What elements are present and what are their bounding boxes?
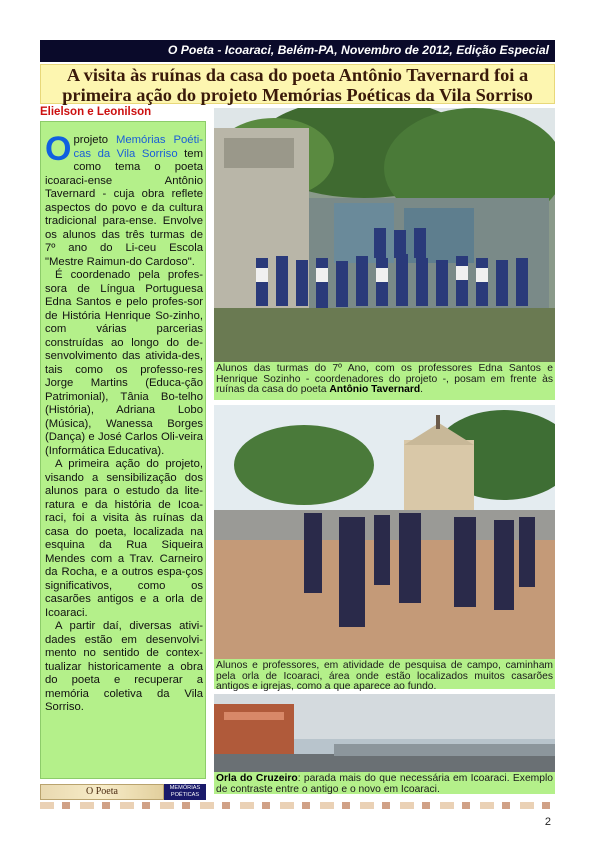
caption-text: . — [420, 384, 424, 395]
logo-text-line: MEMÓRIAS — [169, 785, 201, 791]
article-paragraph-3: A primeira ação do projeto, visando a sensibilização dos alunos para o estudo da lite-ratura e da história de Icoa-raci, foi a visita às ruínas da casa do poeta, localizada na esquina da Rua Siqueira Mendes com a Trav. Carneiro da Rocha, e a outros espa-ços significativos, como os casarões antigos e a orla de Icoaraci. — [45, 458, 203, 619]
authors-byline: Elielson e Leonilson — [40, 106, 152, 118]
caption-ruins — [214, 362, 555, 400]
photo-orla-cruzeiro — [214, 694, 555, 772]
article-column — [40, 121, 206, 779]
photo-ruins-illustration — [214, 108, 555, 362]
caption-bold-name: Antônio Tavernard — [329, 384, 421, 395]
edition-line: O Poeta - Icoaraci, Belém-PA, Novembro de 2012, Edição Especial — [167, 43, 549, 57]
caption-text: Alunos das turmas do 7º Ano, com os professores Edna Santos e Henrique Sozinho - coordenadores do projeto -, posam em frente às ruínas da casa do poeta — [216, 363, 553, 395]
caption-bold-place: Orla do Cruzeiro — [216, 773, 298, 784]
logo-text-line: POÉTICAS — [170, 792, 200, 798]
caption-text: : parada mais do que necessária em Icoaraci. Exemplo de contraste entre o antigo e o novo em Icoaraci. — [216, 773, 553, 795]
caption-orla-walk: Alunos e professores, em atividade de pesquisa de campo, caminham pela orla de Icoaraci, área onde estão localizados muitos casarões antigos e igrejas, como a que aparece ao fundo. — [216, 660, 553, 692]
article-paragraph-1 — [45, 130, 203, 269]
photo-orla-walk — [214, 405, 555, 659]
photo-ruins-group — [214, 108, 555, 362]
decorative-footer-strip — [40, 802, 555, 809]
photo-cruzeiro-illustration — [214, 694, 555, 772]
photo-orla-illustration — [214, 405, 555, 659]
article-body — [45, 130, 203, 715]
caption-orla-cruzeiro — [214, 772, 555, 794]
page-number: 2 — [544, 816, 551, 828]
headline-line-2: primeira ação do projeto Memórias Poéticas da Vila Sorriso — [62, 85, 533, 105]
article-text: tem como tema o poeta icoaraci-ense Antônio Tavernard - cuja obra reflete aspectos do povo e da cultura tradicional para-ense. Envolve os alunos das três turmas de 7º ano do Li-ceu Escola "Mestre Raimun-do Cardoso". — [45, 147, 203, 268]
headline-box — [40, 64, 555, 104]
project-name-link: Memórias Poéti-cas da Vila Sorriso — [73, 134, 203, 160]
o-poeta-logo: O Poeta — [40, 784, 164, 800]
memorias-poeticas-logo — [164, 784, 206, 800]
article-paragraph-2: É coordenado pela profes-sora de Língua Portuguesa Edna Santos e pelo profes-sor de História Henrique So-zinho, com várias parcerias construídas ao longo do de-senvolvimento das ativida-des, tais como os professo-res Jorge Martins (Educa-ção Patrimonial), Tânia Bo-telho (História), Adriana Lobo (Música), Wanessa Borges (Dança) e José Carlos Oli-veira (Informática Educativa). — [45, 269, 203, 457]
article-text: projeto — [73, 134, 116, 146]
edition-header-bar — [40, 40, 555, 62]
drop-cap: O — [45, 130, 72, 168]
article-paragraph-4: A partir daí, diversas ativi-dades estão em desenvolvi-mento no sentido de contex-tualizar historicamente a obra do poeta e recuperar a memória coletiva da Vila Sorriso. — [45, 620, 203, 713]
headline-line-1: A visita às ruínas da casa do poeta Antônio Tavernard foi a — [66, 65, 529, 85]
